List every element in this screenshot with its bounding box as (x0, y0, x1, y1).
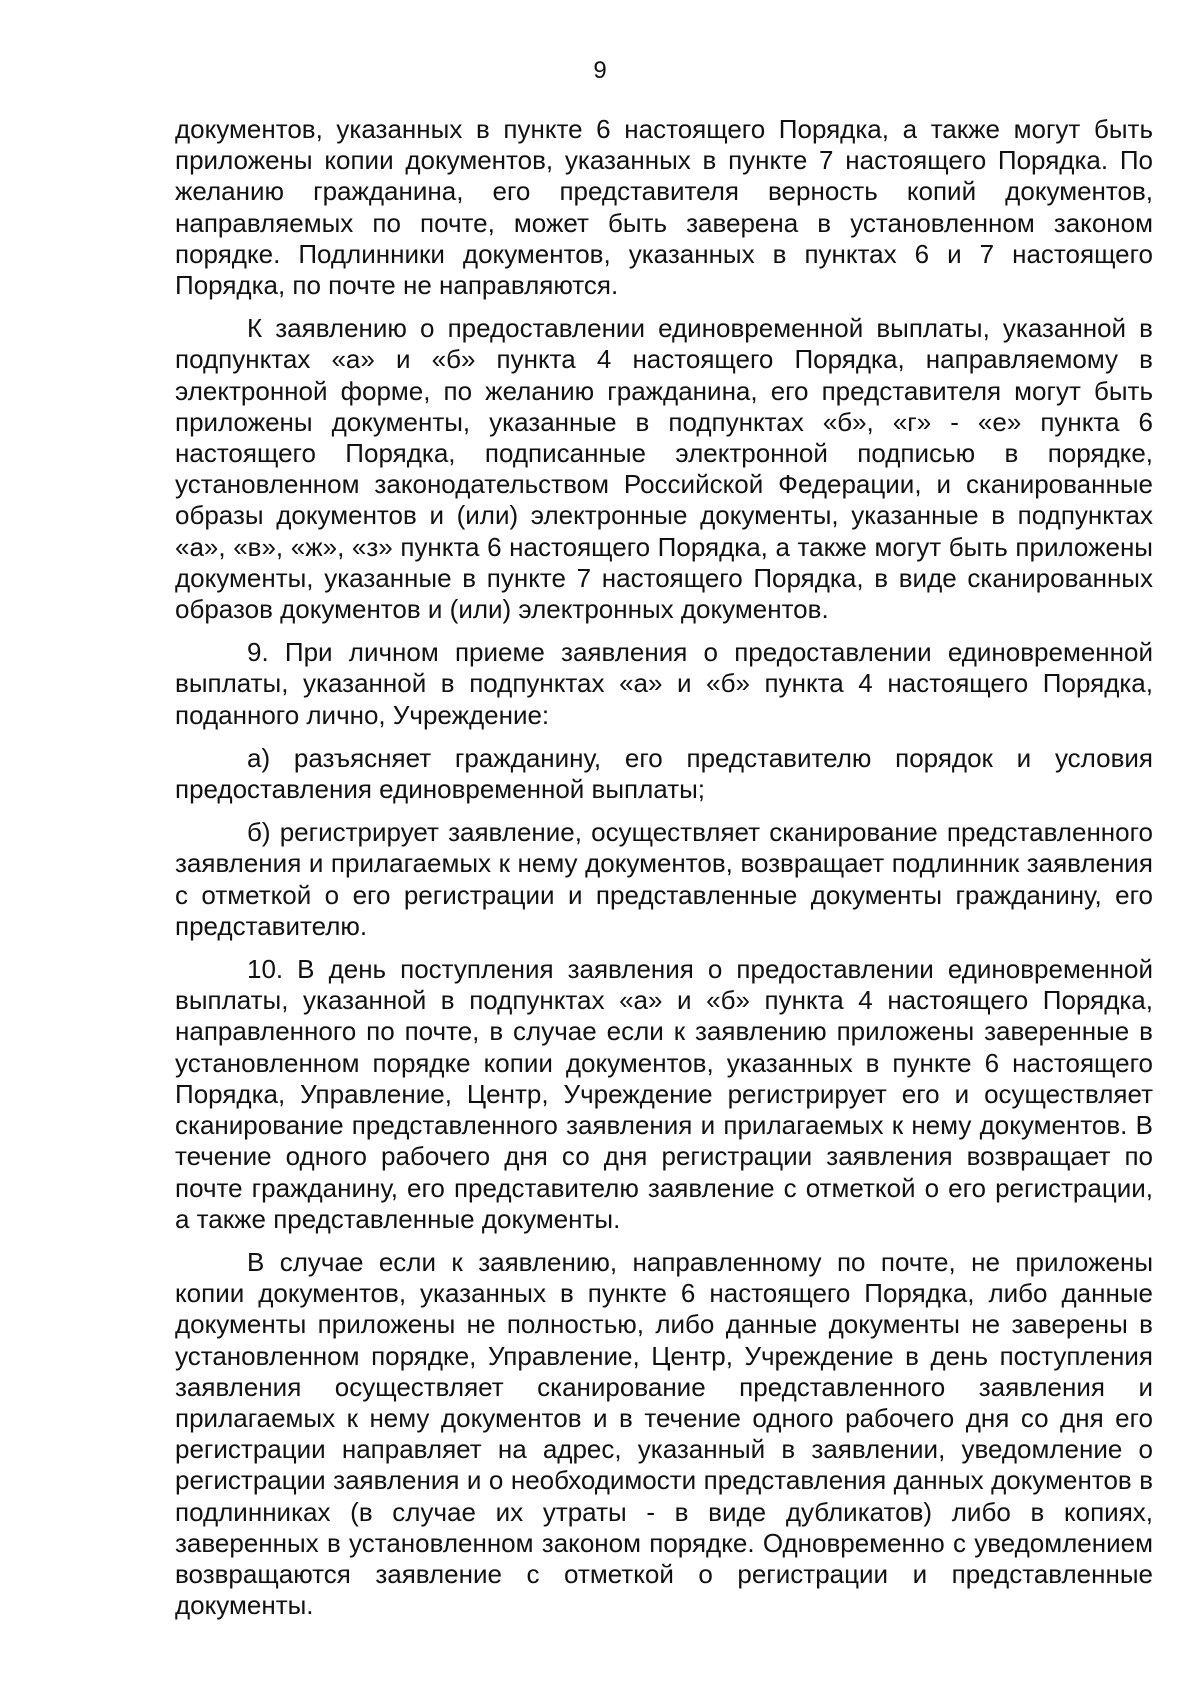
page-number: 9 (593, 57, 607, 84)
paragraph-electronic-form: К заявлению о предоставлении единовременной выплаты, указанной в подпунктах «а» и «б» пункта 4 настоящего Порядка, направляемому в электронной форме, по желанию гражданина, его представителя могут быть приложены документы, указанные в подпунктах «б», «г» - «е» пункта 6 настоящего Порядка, подписанные электронной подписью в порядке, установленном законодательством Российской Федерации, и сканированные образы документов и (или) электронные документы, указанные в подпунктах «а», «в», «ж», «з» пункта 6 настоящего Порядка, а также могут быть приложены документы, указанные в пункте 7 настоящего Порядка, в виде сканированных образов документов и (или) электронных документов. (175, 313, 1153, 625)
paragraph-continuation: документов, указанных в пункте 6 настоящего Порядка, а также могут быть приложены копии документов, указанных в пункте 7 настоящего Порядка. По желанию гражданина, его представителя верность копий документов, направляемых по почте, может быть заверена в установленном законом порядке. Подлинники документов, указанных в пунктах 6 и 7 настоящего Порядка, по почте не направляются. (175, 114, 1153, 301)
document-body (175, 114, 1153, 1633)
paragraph-subitem-a: а) разъясняет гражданину, его представителю порядок и условия предоставления единовременной выплаты; (175, 742, 1153, 805)
paragraph-missing-documents: В случае если к заявлению, направленному по почте, не приложены копии документов, указанных в пункте 6 настоящего Порядка, либо данные документы приложены не полностью, либо данные документы не заверены в установленном порядке, Управление, Центр, Учреждение в день поступления заявления осуществляет сканирование представленного заявления и прилагаемых к нему документов и в течение одного рабочего дня со дня его регистрации направляет на адрес, указанный в заявлении, уведомление о регистрации заявления и о необходимости представления данных документов в подлинниках (в случае их утраты - в виде дубликатов) либо в копиях, заверенных в установленном законом порядке. Одновременно с уведомлением возвращаются заявление с отметкой о регистрации и представленные документы. (175, 1246, 1153, 1621)
paragraph-item-10: 10. В день поступления заявления о предоставлении единовременной выплаты, указанной в подпунктах «а» и «б» пункта 4 настоящего Порядка, направленного по почте, в случае если к заявлению приложены заверенные в установленном порядке копии документов, указанных в пункте 6 настоящего Порядка, Управление, Центр, Учреждение регистрирует его и осуществляет сканирование представленного заявления и прилагаемых к нему документов. В течение одного рабочего дня со дня регистрации заявления возвращает по почте гражданину, его представителю заявление с отметкой о его регистрации, а также представленные документы. (175, 954, 1153, 1234)
paragraph-subitem-b: б) регистрирует заявление, осуществляет сканирование представленного заявления и прилагаемых к нему документов, возвращает подлинник заявления с отметкой о его регистрации и представленные документы гражданину, его представителю. (175, 817, 1153, 941)
paragraph-item-9: 9. При личном приеме заявления о предоставлении единовременной выплаты, указанной в подпунктах «а» и «б» пункта 4 настоящего Порядка, поданного лично, Учреждение: (175, 637, 1153, 730)
